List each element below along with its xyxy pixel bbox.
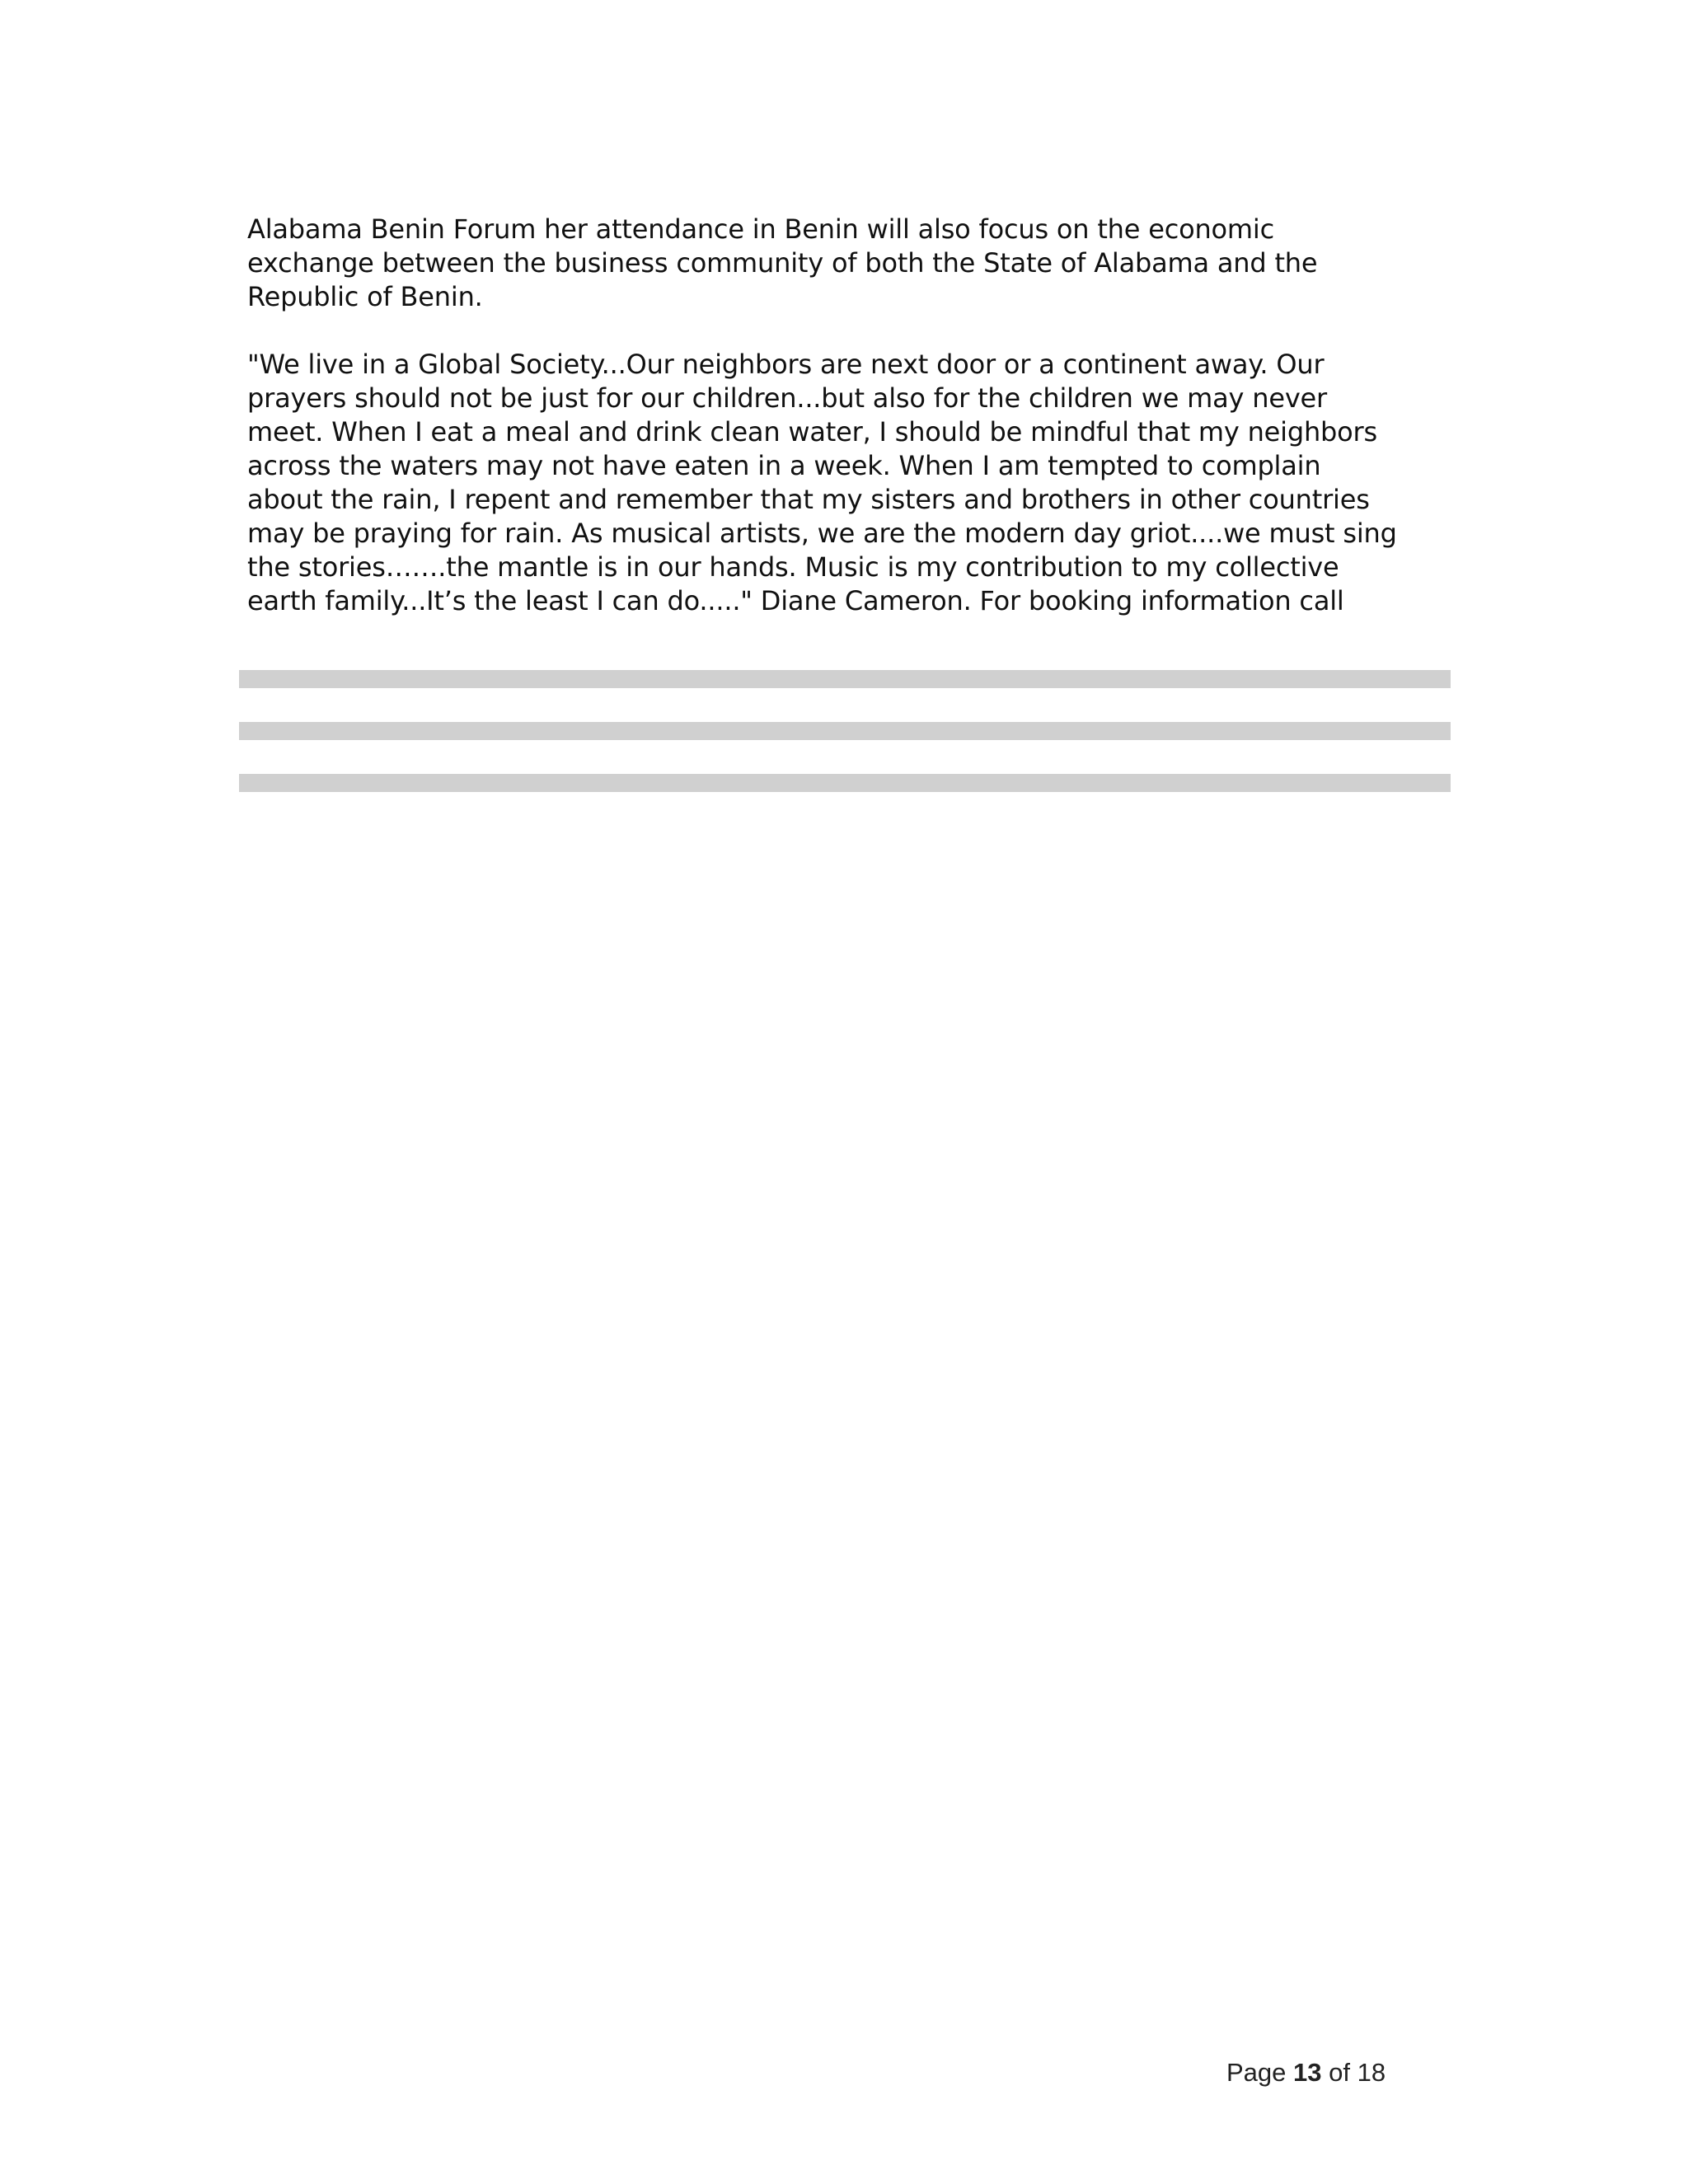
page-of-label: of <box>1321 2058 1357 2087</box>
paragraph-forum: Alabama Benin Forum her attendance in Benin will also focus on the economic exchange between the business community of both the State of Alabama and the Republic of Benin. <box>247 213 1318 312</box>
body-text <box>247 213 1418 618</box>
page-number-footer <box>1226 2058 1386 2088</box>
redaction-bar <box>239 722 1451 740</box>
redaction-bar <box>239 670 1451 688</box>
current-page-number: 13 <box>1293 2058 1322 2087</box>
redaction-bar <box>239 774 1451 792</box>
page-label: Page <box>1226 2058 1294 2087</box>
total-page-number: 18 <box>1357 2058 1386 2087</box>
paragraph-quote: "We live in a Global Society...Our neighbors are next door or a continent away. Our prayers should not be just for our children...but also for the children we may never meet. When I eat a meal and drink clean water, I should be mindful that my neighbors across the waters may not have eaten in a week. When I am tempted to complain about the rain, I repent and remember that my sisters and brothers in other countries may be praying for rain. As musical artists, we are the modern day griot....we must sing the stories…….the mantle is in our hands. Music is my contribution to my collective earth family...It’s the least I can do....." Diane Cameron. For booking information call <box>247 349 1397 616</box>
